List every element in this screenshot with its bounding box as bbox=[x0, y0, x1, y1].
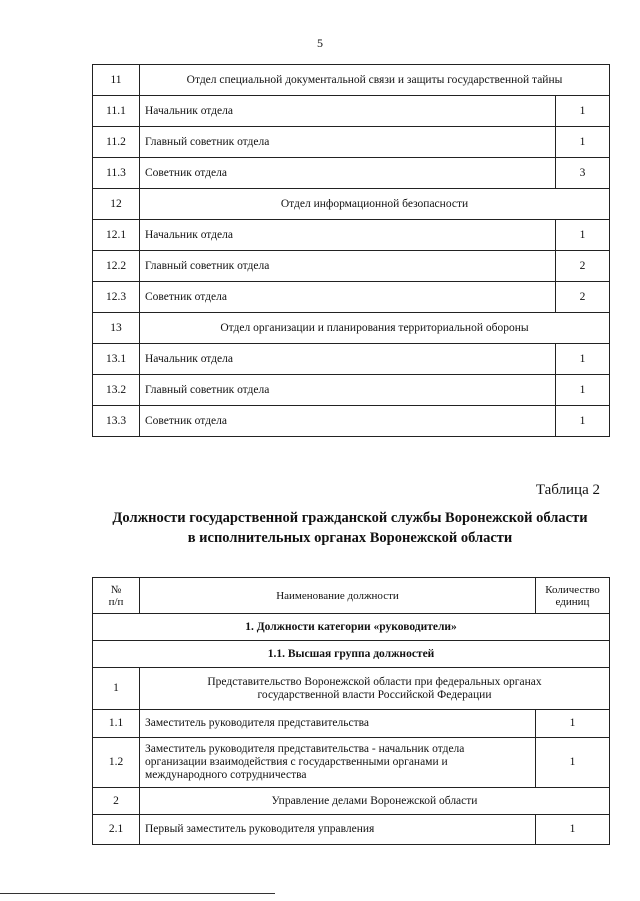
position-qty: 1 bbox=[556, 96, 610, 127]
header-name: Наименование должности bbox=[140, 578, 536, 614]
position-name-line: международного сотрудничества bbox=[145, 769, 307, 781]
position-name: Первый заместитель руководителя управления bbox=[140, 815, 536, 845]
header-num bbox=[93, 578, 140, 614]
category-row bbox=[93, 614, 610, 641]
table-row bbox=[93, 220, 610, 251]
section-name: Отдел специальной документальной связи и защиты государственной тайны bbox=[140, 65, 610, 96]
position-name-line: Заместитель руководителя представительства - начальник отдела bbox=[145, 743, 465, 755]
table-title bbox=[60, 508, 640, 548]
position-name bbox=[140, 738, 536, 788]
row-num: 12 bbox=[93, 189, 140, 220]
table-row bbox=[93, 815, 610, 845]
position-qty: 1 bbox=[556, 406, 610, 437]
row-num: 13 bbox=[93, 313, 140, 344]
row-num: 13.3 bbox=[93, 406, 140, 437]
footer-divider bbox=[0, 893, 275, 894]
table-row bbox=[93, 127, 610, 158]
group-row bbox=[93, 641, 610, 668]
section-row bbox=[93, 189, 610, 220]
row-num: 1 bbox=[93, 668, 140, 710]
table-row bbox=[93, 344, 610, 375]
row-num: 2.1 bbox=[93, 815, 140, 845]
header-qty-line: единиц bbox=[555, 595, 590, 608]
category-cell: 1. Должности категории «руководители» bbox=[93, 614, 610, 641]
row-num: 11.3 bbox=[93, 158, 140, 189]
table-title-line: Должности государственной гражданской службы Воронежской области bbox=[112, 510, 588, 526]
header-num-line: № bbox=[110, 583, 122, 596]
section-row bbox=[93, 313, 610, 344]
position-name: Начальник отдела bbox=[140, 220, 556, 251]
header-num-line: п/п bbox=[108, 595, 124, 608]
position-qty: 2 bbox=[556, 251, 610, 282]
section-row bbox=[93, 668, 610, 710]
table-row bbox=[93, 158, 610, 189]
position-name: Советник отдела bbox=[140, 158, 556, 189]
table-row bbox=[93, 251, 610, 282]
position-name: Начальник отдела bbox=[140, 344, 556, 375]
positions-table-2 bbox=[92, 577, 610, 845]
position-name: Советник отдела bbox=[140, 282, 556, 313]
group-cell: 1.1. Высшая группа должностей bbox=[93, 641, 610, 668]
row-num: 12.3 bbox=[93, 282, 140, 313]
section-name: Отдел организации и планирования территориальной обороны bbox=[140, 313, 610, 344]
table-row bbox=[93, 710, 610, 738]
position-qty: 1 bbox=[556, 220, 610, 251]
position-name: Главный советник отдела bbox=[140, 127, 556, 158]
position-qty: 3 bbox=[556, 158, 610, 189]
section-row bbox=[93, 65, 610, 96]
table-row bbox=[93, 96, 610, 127]
section-name-line: государственной власти Российской Федерации bbox=[257, 688, 492, 701]
section-name-line: Представительство Воронежской области при федеральных органах bbox=[207, 675, 542, 688]
section-name: Отдел информационной безопасности bbox=[140, 189, 610, 220]
row-num: 12.1 bbox=[93, 220, 140, 251]
section-row bbox=[93, 788, 610, 815]
header-qty-line: Количество bbox=[545, 583, 600, 596]
position-name: Главный советник отдела bbox=[140, 251, 556, 282]
position-qty: 1 bbox=[556, 127, 610, 158]
table-row bbox=[93, 282, 610, 313]
position-qty: 1 bbox=[536, 738, 610, 788]
table-row bbox=[93, 406, 610, 437]
position-qty: 1 bbox=[556, 344, 610, 375]
position-name: Советник отдела bbox=[140, 406, 556, 437]
position-qty: 1 bbox=[536, 815, 610, 845]
page-number: 5 bbox=[317, 36, 323, 50]
position-name-line: организации взаимодействия с государственными органами и bbox=[145, 756, 448, 768]
table-row bbox=[93, 738, 610, 788]
table-title-line: в исполнительных органах Воронежской области bbox=[187, 530, 513, 546]
row-num: 13.2 bbox=[93, 375, 140, 406]
row-num: 2 bbox=[93, 788, 140, 815]
row-num: 12.2 bbox=[93, 251, 140, 282]
table-header-row bbox=[93, 578, 610, 614]
row-num: 11.2 bbox=[93, 127, 140, 158]
position-name: Начальник отдела bbox=[140, 96, 556, 127]
table-row bbox=[93, 375, 610, 406]
position-qty: 1 bbox=[536, 710, 610, 738]
section-name: Управление делами Воронежской области bbox=[140, 788, 610, 815]
position-qty: 1 bbox=[556, 375, 610, 406]
table-caption: Таблица 2 bbox=[535, 482, 600, 498]
section-name bbox=[140, 668, 610, 710]
position-name: Заместитель руководителя представительства bbox=[140, 710, 536, 738]
row-num: 13.1 bbox=[93, 344, 140, 375]
header-qty bbox=[536, 578, 610, 614]
position-name: Главный советник отдела bbox=[140, 375, 556, 406]
row-num: 11 bbox=[93, 65, 140, 96]
row-num: 1.1 bbox=[93, 710, 140, 738]
row-num: 1.2 bbox=[93, 738, 140, 788]
positions-table-1 bbox=[92, 64, 610, 437]
position-qty: 2 bbox=[556, 282, 610, 313]
row-num: 11.1 bbox=[93, 96, 140, 127]
